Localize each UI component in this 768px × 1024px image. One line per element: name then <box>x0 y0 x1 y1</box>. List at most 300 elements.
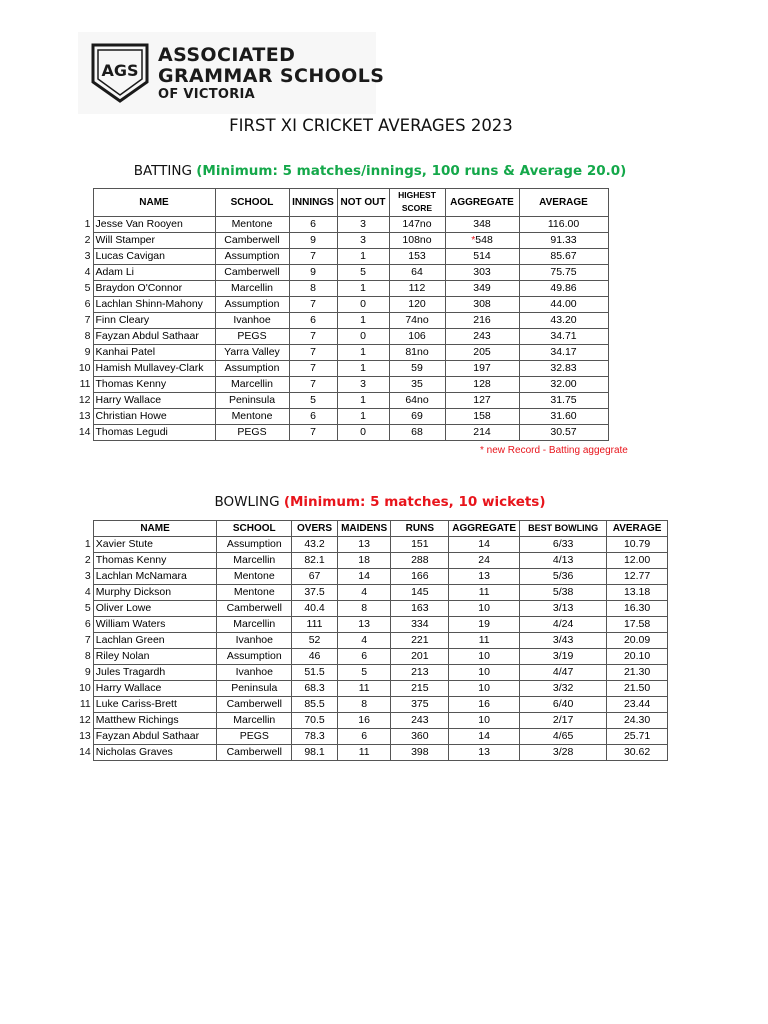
rank-cell: 9 <box>84 666 91 678</box>
aggregate-cell: 19 <box>449 617 520 633</box>
maidens-cell: 13 <box>337 617 391 633</box>
average-cell: 116.00 <box>519 217 608 233</box>
bowling-row <box>72 713 668 729</box>
runs-cell: 334 <box>391 617 449 633</box>
innings-cell: 7 <box>289 249 337 265</box>
highest-score-cell: 35 <box>389 377 445 393</box>
highest-score-cell: 120 <box>389 297 445 313</box>
school-cell: Peninsula <box>217 681 292 697</box>
highest-score-cell: 106 <box>389 329 445 345</box>
rank-cell: 4 <box>84 586 91 598</box>
batting-row <box>72 265 608 281</box>
bowling-row <box>72 569 668 585</box>
player-name-cell: Will Stamper <box>93 233 215 249</box>
average-cell: 49.86 <box>519 281 608 297</box>
highest-score-cell: 64 <box>389 265 445 281</box>
player-name-cell: Murphy Dickson <box>93 585 217 601</box>
maidens-cell: 4 <box>337 585 391 601</box>
player-name-cell: Xavier Stute <box>93 537 217 553</box>
not-out-cell: 1 <box>337 313 389 329</box>
bowling-table <box>72 520 668 761</box>
maidens-cell: 8 <box>337 697 391 713</box>
highest-score-cell: 74no <box>389 313 445 329</box>
aggregate-cell <box>445 425 519 441</box>
bowling-row <box>72 745 668 761</box>
best-bowling-cell: 6/33 <box>520 537 607 553</box>
best-bowling-cell: 3/13 <box>520 601 607 617</box>
rank-cell: 6 <box>84 298 91 310</box>
school-cell: Camberwell <box>217 697 292 713</box>
aggregate-value: 514 <box>473 250 491 262</box>
not-out-cell: 1 <box>337 361 389 377</box>
overs-cell: 98.1 <box>292 745 338 761</box>
player-name-cell: Adam Li <box>93 265 215 281</box>
rank-cell: 1 <box>84 538 91 550</box>
player-name-cell: Matthew Richings <box>93 713 217 729</box>
average-cell: 12.00 <box>607 553 668 569</box>
innings-cell: 8 <box>289 281 337 297</box>
rank-cell: 11 <box>79 698 91 710</box>
runs-cell: 243 <box>391 713 449 729</box>
player-name-cell: Thomas Kenny <box>93 553 217 569</box>
logo-text-associated: ASSOCIATED <box>158 44 296 66</box>
best-bowling-cell: 3/28 <box>520 745 607 761</box>
overs-cell: 82.1 <box>292 553 338 569</box>
aggregate-cell <box>445 345 519 361</box>
maidens-cell: 4 <box>337 633 391 649</box>
overs-cell: 70.5 <box>292 713 338 729</box>
rank-cell: 2 <box>84 554 91 566</box>
highest-score-cell: 81no <box>389 345 445 361</box>
batting-row <box>72 297 608 313</box>
highest-score-cell: 153 <box>389 249 445 265</box>
rank-cell: 7 <box>84 634 91 646</box>
average-cell: 34.71 <box>519 329 608 345</box>
maidens-cell: 6 <box>337 649 391 665</box>
average-cell: 30.57 <box>519 425 608 441</box>
overs-cell: 111 <box>292 617 338 633</box>
school-cell: Yarra Valley <box>215 345 289 361</box>
school-cell: Camberwell <box>215 233 289 249</box>
best-bowling-cell: 6/40 <box>520 697 607 713</box>
bowling-row <box>72 697 668 713</box>
batting-row <box>72 425 608 441</box>
school-cell: Assumption <box>217 537 292 553</box>
player-name-cell: Thomas Kenny <box>93 377 215 393</box>
aggregate-cell: 13 <box>449 569 520 585</box>
best-bowling-cell: 5/38 <box>520 585 607 601</box>
average-cell: 31.60 <box>519 409 608 425</box>
batting-row <box>72 361 608 377</box>
average-cell: 24.30 <box>607 713 668 729</box>
aggregate-cell <box>445 281 519 297</box>
bowling-row <box>72 649 668 665</box>
maidens-cell: 16 <box>337 713 391 729</box>
player-name-cell: Jesse Van Rooyen <box>93 217 215 233</box>
average-cell: 43.20 <box>519 313 608 329</box>
highest-score-header <box>389 189 445 217</box>
average-cell: 12.77 <box>607 569 668 585</box>
school-cell: Peninsula <box>215 393 289 409</box>
aggregate-value: 197 <box>473 362 491 374</box>
rank-header <box>72 189 93 217</box>
player-name-cell: Lachlan Green <box>93 633 217 649</box>
player-name-cell: Fayzan Abdul Sathaar <box>93 329 215 345</box>
bowling-row <box>72 553 668 569</box>
not-out-cell: 1 <box>337 281 389 297</box>
average-cell: 32.83 <box>519 361 608 377</box>
average-cell: 25.71 <box>607 729 668 745</box>
runs-cell: 288 <box>391 553 449 569</box>
not-out-cell: 0 <box>337 425 389 441</box>
best-bowling-cell: 4/47 <box>520 665 607 681</box>
not-out-cell: 1 <box>337 249 389 265</box>
rank-cell: 10 <box>78 362 91 374</box>
aggregate-cell: 24 <box>449 553 520 569</box>
not-out-cell: 1 <box>337 393 389 409</box>
not-out-cell: 5 <box>337 265 389 281</box>
aggregate-value: 243 <box>473 330 491 342</box>
innings-cell: 7 <box>289 329 337 345</box>
aggregate-cell <box>445 313 519 329</box>
average-cell: 20.10 <box>607 649 668 665</box>
school-cell: Mentone <box>217 569 292 585</box>
maidens-cell: 8 <box>337 601 391 617</box>
innings-cell: 6 <box>289 313 337 329</box>
average-cell: 34.17 <box>519 345 608 361</box>
innings-cell: 6 <box>289 217 337 233</box>
aggregate-value: 303 <box>473 266 491 278</box>
overs-cell: 40.4 <box>292 601 338 617</box>
average-cell: 21.50 <box>607 681 668 697</box>
overs-cell: 43.2 <box>292 537 338 553</box>
aggregate-cell: 10 <box>449 665 520 681</box>
runs-cell: 166 <box>391 569 449 585</box>
bowling-row <box>72 601 668 617</box>
innings-cell: 7 <box>289 345 337 361</box>
highest-score-cell: 64no <box>389 393 445 409</box>
not-out-cell: 3 <box>337 233 389 249</box>
average-cell: 13.18 <box>607 585 668 601</box>
overs-cell: 51.5 <box>292 665 338 681</box>
player-name-cell: Harry Wallace <box>93 393 215 409</box>
rank-header <box>72 521 93 537</box>
average-cell: 20.09 <box>607 633 668 649</box>
school-cell: PEGS <box>215 425 289 441</box>
svg-text:AGS: AGS <box>101 61 139 80</box>
best-bowling-cell: 3/19 <box>520 649 607 665</box>
aggregate-cell <box>445 297 519 313</box>
runs-cell: 360 <box>391 729 449 745</box>
player-name-cell: Thomas Legudi <box>93 425 215 441</box>
runs-cell: 163 <box>391 601 449 617</box>
aggregate-header: AGGREGATE <box>449 521 520 537</box>
rank-cell: 13 <box>79 730 91 742</box>
maidens-cell: 11 <box>337 745 391 761</box>
player-name-cell: Fayzan Abdul Sathaar <box>93 729 217 745</box>
name-header: NAME <box>93 189 215 217</box>
logo-text-grammar-schools: GRAMMAR SCHOOLS <box>158 65 385 87</box>
aggregate-value: 349 <box>473 282 491 294</box>
batting-row <box>72 233 608 249</box>
aggregate-cell <box>445 329 519 345</box>
average-cell: 85.67 <box>519 249 608 265</box>
overs-header: OVERS <box>292 521 338 537</box>
maidens-header: MAIDENS <box>337 521 391 537</box>
runs-cell: 145 <box>391 585 449 601</box>
overs-cell: 78.3 <box>292 729 338 745</box>
school-cell: Assumption <box>215 297 289 313</box>
batting-row <box>72 393 608 409</box>
overs-cell: 46 <box>292 649 338 665</box>
average-cell: 10.79 <box>607 537 668 553</box>
rank-cell: 8 <box>84 330 91 342</box>
highest-score-header-text: HIGHEST SCORE <box>398 190 436 213</box>
bowling-row <box>72 617 668 633</box>
bowling-row <box>72 633 668 649</box>
batting-row <box>72 329 608 345</box>
aggregate-cell <box>445 409 519 425</box>
aggregate-cell: 16 <box>449 697 520 713</box>
batting-row <box>72 377 608 393</box>
rank-cell: 7 <box>84 314 91 326</box>
school-cell: Mentone <box>215 409 289 425</box>
maidens-cell: 5 <box>337 665 391 681</box>
aggregate-cell <box>445 249 519 265</box>
bowling-criteria: (Minimum: 5 matches, 10 wickets) <box>283 494 546 510</box>
aggregate-cell <box>445 361 519 377</box>
player-name-cell: Finn Cleary <box>93 313 215 329</box>
highest-score-cell: 59 <box>389 361 445 377</box>
bowling-row <box>72 537 668 553</box>
rank-cell: 9 <box>84 346 91 358</box>
average-cell: 44.00 <box>519 297 608 313</box>
school-cell: Ivanhoe <box>215 313 289 329</box>
school-cell: Marcellin <box>217 617 292 633</box>
aggregate-cell: 14 <box>449 729 520 745</box>
aggregate-value: 308 <box>473 298 491 310</box>
aggregate-value: 158 <box>473 410 491 422</box>
innings-cell: 7 <box>289 361 337 377</box>
school-cell: PEGS <box>217 729 292 745</box>
batting-row <box>72 281 608 297</box>
runs-header: RUNS <box>391 521 449 537</box>
batting-row <box>72 249 608 265</box>
average-cell: 75.75 <box>519 265 608 281</box>
average-cell: 16.30 <box>607 601 668 617</box>
school-cell: Camberwell <box>215 265 289 281</box>
school-header: SCHOOL <box>215 189 289 217</box>
aggregate-cell: 10 <box>449 601 520 617</box>
best-bowling-cell: 4/65 <box>520 729 607 745</box>
average-cell: 31.75 <box>519 393 608 409</box>
bowling-row <box>72 665 668 681</box>
rank-cell: 14 <box>79 746 91 758</box>
batting-header-row <box>72 189 608 217</box>
rank-cell: 3 <box>84 250 91 262</box>
innings-cell: 7 <box>289 425 337 441</box>
maidens-cell: 14 <box>337 569 391 585</box>
overs-cell: 68.3 <box>292 681 338 697</box>
rank-cell: 2 <box>84 234 91 246</box>
batting-heading-label: BATTING <box>133 163 192 179</box>
player-name-cell: Christian Howe <box>93 409 215 425</box>
average-cell: 21.30 <box>607 665 668 681</box>
player-name-cell: Jules Tragardh <box>93 665 217 681</box>
player-name-cell: Kanhai Patel <box>93 345 215 361</box>
not-out-cell: 3 <box>337 377 389 393</box>
runs-cell: 215 <box>391 681 449 697</box>
school-header: SCHOOL <box>217 521 292 537</box>
runs-cell: 221 <box>391 633 449 649</box>
bowling-heading-label: BOWLING <box>214 494 280 510</box>
not-out-cell: 1 <box>337 345 389 361</box>
page-title: FIRST XI CRICKET AVERAGES 2023 <box>229 116 513 135</box>
average-cell: 17.58 <box>607 617 668 633</box>
best-bowling-cell: 3/32 <box>520 681 607 697</box>
aggregate-cell: 10 <box>449 649 520 665</box>
aggregate-cell <box>445 265 519 281</box>
average-cell: 91.33 <box>519 233 608 249</box>
not-out-cell: 3 <box>337 217 389 233</box>
highest-score-cell: 69 <box>389 409 445 425</box>
aggregate-cell: 14 <box>449 537 520 553</box>
innings-cell: 7 <box>289 377 337 393</box>
not-out-cell: 1 <box>337 409 389 425</box>
batting-criteria: (Minimum: 5 matches/innings, 100 runs & Average 20.0) <box>196 163 627 179</box>
runs-cell: 201 <box>391 649 449 665</box>
average-header: AVERAGE <box>607 521 668 537</box>
overs-cell: 85.5 <box>292 697 338 713</box>
rank-cell: 5 <box>84 282 91 294</box>
average-cell: 30.62 <box>607 745 668 761</box>
player-name-cell: William Waters <box>93 617 217 633</box>
rank-cell: 14 <box>78 426 91 438</box>
record-footnote: * new Record - Batting aggegrate <box>480 445 628 456</box>
batting-row <box>72 217 608 233</box>
innings-cell: 9 <box>289 233 337 249</box>
school-cell: Marcellin <box>217 553 292 569</box>
maidens-cell: 11 <box>337 681 391 697</box>
innings-cell: 5 <box>289 393 337 409</box>
player-name-cell: Riley Nolan <box>93 649 217 665</box>
rank-cell: 6 <box>84 618 91 630</box>
aggregate-cell: 10 <box>449 713 520 729</box>
aggregate-cell <box>445 377 519 393</box>
aggregate-cell: 10 <box>449 681 520 697</box>
highest-score-cell: 68 <box>389 425 445 441</box>
record-marker: * <box>471 234 476 246</box>
batting-heading <box>0 163 760 179</box>
highest-score-cell: 147no <box>389 217 445 233</box>
aggregate-value: 216 <box>473 314 491 326</box>
innings-cell: 9 <box>289 265 337 281</box>
school-cell: Assumption <box>215 249 289 265</box>
runs-cell: 213 <box>391 665 449 681</box>
bowling-row <box>72 729 668 745</box>
rank-cell: 10 <box>79 682 91 694</box>
ags-logo <box>78 32 385 114</box>
aggregate-cell <box>445 393 519 409</box>
best-bowling-cell: 5/36 <box>520 569 607 585</box>
batting-table <box>72 188 609 441</box>
player-name-cell: Nicholas Graves <box>93 745 217 761</box>
bowling-row <box>72 585 668 601</box>
rank-cell: 4 <box>84 266 91 278</box>
rank-cell: 12 <box>79 714 91 726</box>
school-cell: Assumption <box>215 361 289 377</box>
highest-score-cell: 112 <box>389 281 445 297</box>
rank-cell: 12 <box>78 394 91 406</box>
school-cell: Camberwell <box>217 601 292 617</box>
batting-row <box>72 409 608 425</box>
highest-score-cell: 108no <box>389 233 445 249</box>
runs-cell: 398 <box>391 745 449 761</box>
best-bowling-cell: 4/24 <box>520 617 607 633</box>
not-out-cell: 0 <box>337 329 389 345</box>
school-cell: Marcellin <box>215 377 289 393</box>
rank-cell: 8 <box>84 650 91 662</box>
school-cell: Ivanhoe <box>217 665 292 681</box>
maidens-cell: 18 <box>337 553 391 569</box>
aggregate-value: 214 <box>473 426 491 438</box>
player-name-cell: Lucas Cavigan <box>93 249 215 265</box>
average-header: AVERAGE <box>519 189 608 217</box>
bowling-header-row <box>72 521 668 537</box>
aggregate-header: AGGREGATE <box>445 189 519 217</box>
bowling-row <box>72 681 668 697</box>
overs-cell: 67 <box>292 569 338 585</box>
best-bowling-cell: 2/17 <box>520 713 607 729</box>
maidens-cell: 6 <box>337 729 391 745</box>
best-bowling-cell: 4/13 <box>520 553 607 569</box>
name-header: NAME <box>93 521 217 537</box>
batting-row <box>72 345 608 361</box>
innings-cell: 7 <box>289 297 337 313</box>
logo-text-of-victoria: OF VICTORIA <box>158 87 256 102</box>
rank-cell: 3 <box>84 570 91 582</box>
aggregate-cell: 11 <box>449 633 520 649</box>
aggregate-cell: 11 <box>449 585 520 601</box>
school-cell: Assumption <box>217 649 292 665</box>
player-name-cell: Lachlan Shinn-Mahony <box>93 297 215 313</box>
aggregate-cell <box>445 217 519 233</box>
ags-shield-icon <box>90 42 150 104</box>
runs-cell: 151 <box>391 537 449 553</box>
not-out-cell: 0 <box>337 297 389 313</box>
aggregate-cell: 13 <box>449 745 520 761</box>
school-cell: Camberwell <box>217 745 292 761</box>
innings-header: INNINGS <box>289 189 337 217</box>
aggregate-value: 548 <box>475 234 493 246</box>
aggregate-value: 127 <box>473 394 491 406</box>
overs-cell: 52 <box>292 633 338 649</box>
school-cell: PEGS <box>215 329 289 345</box>
school-cell: Marcellin <box>215 281 289 297</box>
innings-cell: 6 <box>289 409 337 425</box>
aggregate-value: 205 <box>473 346 491 358</box>
player-name-cell: Harry Wallace <box>93 681 217 697</box>
average-cell: 23.44 <box>607 697 668 713</box>
batting-row <box>72 313 608 329</box>
average-cell: 32.00 <box>519 377 608 393</box>
not-out-header: NOT OUT <box>337 189 389 217</box>
overs-cell: 37.5 <box>292 585 338 601</box>
runs-cell: 375 <box>391 697 449 713</box>
maidens-cell: 13 <box>337 537 391 553</box>
rank-cell: 1 <box>84 218 91 230</box>
player-name-cell: Lachlan McNamara <box>93 569 217 585</box>
